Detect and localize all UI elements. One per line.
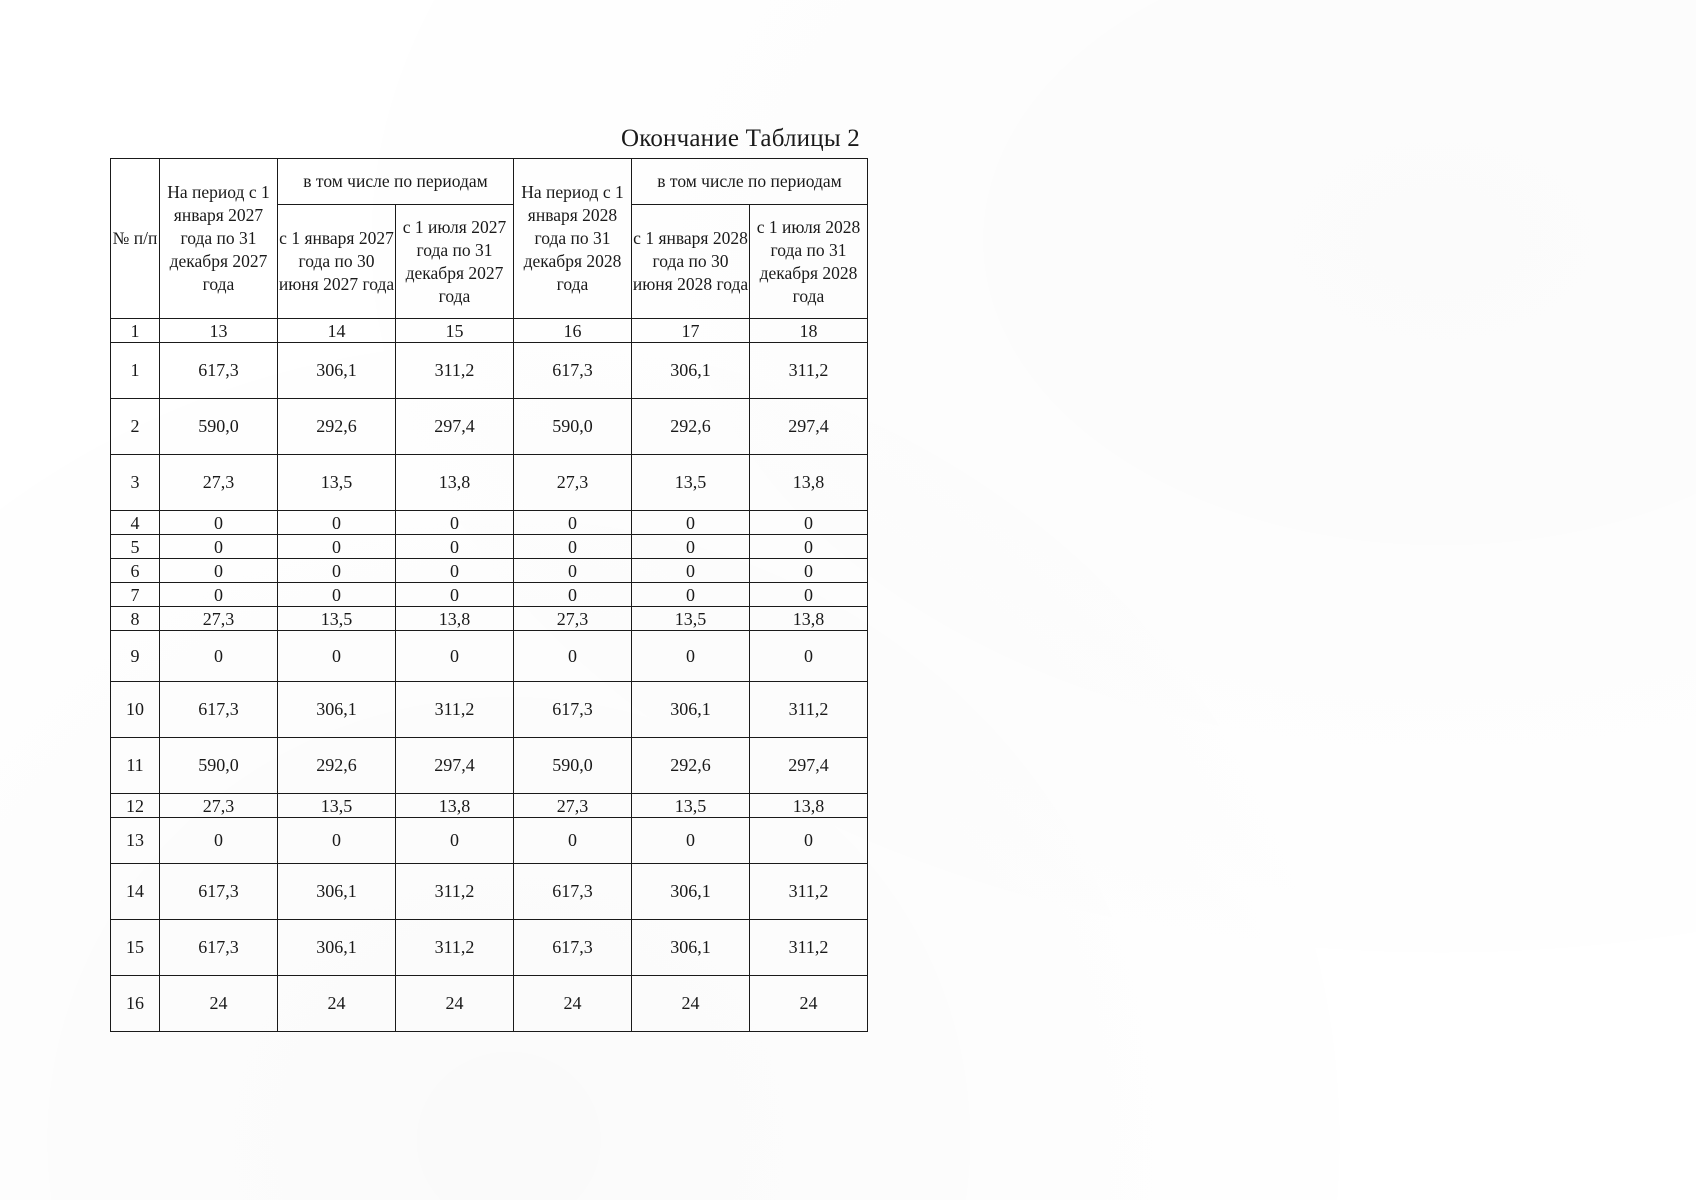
column-number-row	[111, 319, 868, 343]
table-row	[111, 455, 868, 511]
value-cell: 0	[396, 559, 514, 583]
value-cell: 617,3	[160, 343, 278, 399]
column-number-cell: 14	[278, 319, 396, 343]
header-h2-2028: с 1 июля 2028 года по 31 декабря 2028 года	[750, 205, 868, 319]
value-cell: 0	[750, 535, 868, 559]
table-row	[111, 976, 868, 1032]
value-cell: 0	[750, 559, 868, 583]
value-cell: 292,6	[632, 738, 750, 794]
value-cell: 0	[160, 631, 278, 682]
value-cell: 297,4	[750, 738, 868, 794]
column-number-cell: 18	[750, 319, 868, 343]
value-cell: 13,8	[750, 794, 868, 818]
table-body	[111, 319, 868, 1032]
value-cell: 0	[632, 631, 750, 682]
table-row	[111, 343, 868, 399]
table-row	[111, 738, 868, 794]
header-period-2028: На период с 1 января 2028 года по 31 декабря 2028 года	[514, 159, 632, 319]
value-cell: 292,6	[278, 399, 396, 455]
row-number-cell: 15	[111, 920, 160, 976]
row-number-cell: 7	[111, 583, 160, 607]
row-number-cell: 11	[111, 738, 160, 794]
value-cell: 27,3	[514, 794, 632, 818]
value-cell: 617,3	[514, 682, 632, 738]
value-cell: 0	[514, 631, 632, 682]
value-cell: 0	[514, 535, 632, 559]
column-number-cell: 13	[160, 319, 278, 343]
row-number-cell: 1	[111, 343, 160, 399]
value-cell: 617,3	[514, 920, 632, 976]
value-cell: 13,8	[750, 455, 868, 511]
value-cell: 0	[160, 559, 278, 583]
row-number-cell: 8	[111, 607, 160, 631]
value-cell: 0	[396, 535, 514, 559]
table-row	[111, 818, 868, 864]
value-cell: 0	[160, 818, 278, 864]
table-row	[111, 631, 868, 682]
value-cell: 13,8	[396, 607, 514, 631]
value-cell: 311,2	[750, 343, 868, 399]
value-cell: 0	[278, 583, 396, 607]
value-cell: 13,5	[632, 607, 750, 631]
value-cell: 27,3	[514, 607, 632, 631]
header-h2-2027: с 1 июля 2027 года по 31 декабря 2027 года	[396, 205, 514, 319]
value-cell: 0	[632, 583, 750, 607]
value-cell: 0	[750, 818, 868, 864]
value-cell: 292,6	[278, 738, 396, 794]
value-cell: 292,6	[632, 399, 750, 455]
row-number-cell: 2	[111, 399, 160, 455]
value-cell: 306,1	[278, 682, 396, 738]
value-cell: 24	[396, 976, 514, 1032]
value-cell: 311,2	[396, 343, 514, 399]
row-number-cell: 5	[111, 535, 160, 559]
value-cell: 590,0	[160, 738, 278, 794]
value-cell: 0	[514, 583, 632, 607]
value-cell: 0	[632, 559, 750, 583]
value-cell: 311,2	[750, 920, 868, 976]
value-cell: 617,3	[160, 920, 278, 976]
row-number-cell: 3	[111, 455, 160, 511]
value-cell: 13,8	[396, 794, 514, 818]
table-row	[111, 607, 868, 631]
value-cell: 0	[396, 818, 514, 864]
value-cell: 0	[396, 631, 514, 682]
value-cell: 306,1	[632, 343, 750, 399]
value-cell: 24	[632, 976, 750, 1032]
row-number-cell: 14	[111, 864, 160, 920]
table-row	[111, 399, 868, 455]
value-cell: 27,3	[160, 607, 278, 631]
value-cell: 0	[278, 559, 396, 583]
value-cell: 311,2	[396, 682, 514, 738]
value-cell: 13,5	[278, 455, 396, 511]
value-cell: 297,4	[750, 399, 868, 455]
data-table	[110, 158, 868, 1032]
value-cell: 24	[514, 976, 632, 1032]
table-row	[111, 794, 868, 818]
table-row	[111, 682, 868, 738]
value-cell: 617,3	[514, 343, 632, 399]
column-number-cell: 1	[111, 319, 160, 343]
value-cell: 0	[632, 511, 750, 535]
value-cell: 311,2	[396, 864, 514, 920]
column-number-cell: 17	[632, 319, 750, 343]
value-cell: 13,5	[278, 607, 396, 631]
header-incl-2027: в том числе по периодам	[278, 159, 514, 205]
row-number-cell: 10	[111, 682, 160, 738]
value-cell: 311,2	[750, 682, 868, 738]
value-cell: 27,3	[160, 794, 278, 818]
value-cell: 24	[750, 976, 868, 1032]
value-cell: 13,5	[632, 455, 750, 511]
table-row	[111, 920, 868, 976]
value-cell: 306,1	[278, 343, 396, 399]
value-cell: 0	[514, 818, 632, 864]
value-cell: 13,8	[396, 455, 514, 511]
table-row	[111, 583, 868, 607]
value-cell: 0	[750, 631, 868, 682]
value-cell: 0	[278, 511, 396, 535]
value-cell: 0	[632, 818, 750, 864]
header-incl-2028: в том числе по периодам	[632, 159, 868, 205]
value-cell: 13,5	[278, 794, 396, 818]
row-number-cell: 12	[111, 794, 160, 818]
value-cell: 0	[750, 583, 868, 607]
value-cell: 0	[514, 511, 632, 535]
value-cell: 617,3	[160, 864, 278, 920]
value-cell: 0	[160, 583, 278, 607]
value-cell: 0	[278, 631, 396, 682]
value-cell: 306,1	[278, 920, 396, 976]
value-cell: 306,1	[632, 864, 750, 920]
value-cell: 0	[396, 511, 514, 535]
value-cell: 617,3	[514, 864, 632, 920]
value-cell: 311,2	[396, 920, 514, 976]
column-number-cell: 16	[514, 319, 632, 343]
value-cell: 0	[278, 818, 396, 864]
column-number-cell: 15	[396, 319, 514, 343]
value-cell: 306,1	[278, 864, 396, 920]
value-cell: 306,1	[632, 920, 750, 976]
row-number-cell: 9	[111, 631, 160, 682]
row-number-cell: 13	[111, 818, 160, 864]
value-cell: 0	[514, 559, 632, 583]
value-cell: 617,3	[160, 682, 278, 738]
value-cell: 0	[750, 511, 868, 535]
value-cell: 0	[160, 535, 278, 559]
value-cell: 24	[278, 976, 396, 1032]
value-cell: 311,2	[750, 864, 868, 920]
table-row	[111, 511, 868, 535]
header-num: № п/п	[111, 159, 160, 319]
value-cell: 306,1	[632, 682, 750, 738]
row-number-cell: 16	[111, 976, 160, 1032]
value-cell: 13,5	[632, 794, 750, 818]
table-row	[111, 535, 868, 559]
table-row	[111, 864, 868, 920]
value-cell: 0	[278, 535, 396, 559]
value-cell: 0	[632, 535, 750, 559]
value-cell: 297,4	[396, 738, 514, 794]
value-cell: 297,4	[396, 399, 514, 455]
header-h1-2028: с 1 января 2028 года по 30 июня 2028 года	[632, 205, 750, 319]
value-cell: 0	[160, 511, 278, 535]
value-cell: 24	[160, 976, 278, 1032]
row-number-cell: 4	[111, 511, 160, 535]
value-cell: 0	[396, 583, 514, 607]
header-period-2027: На период с 1 января 2027 года по 31 декабря 2027 года	[160, 159, 278, 319]
header-h1-2027: с 1 января 2027 года по 30 июня 2027 года	[278, 205, 396, 319]
row-number-cell: 6	[111, 559, 160, 583]
table-caption: Окончание Таблицы 2	[620, 125, 860, 152]
value-cell: 27,3	[514, 455, 632, 511]
table-row	[111, 559, 868, 583]
value-cell: 27,3	[160, 455, 278, 511]
value-cell: 590,0	[514, 738, 632, 794]
value-cell: 13,8	[750, 607, 868, 631]
value-cell: 590,0	[160, 399, 278, 455]
value-cell: 590,0	[514, 399, 632, 455]
